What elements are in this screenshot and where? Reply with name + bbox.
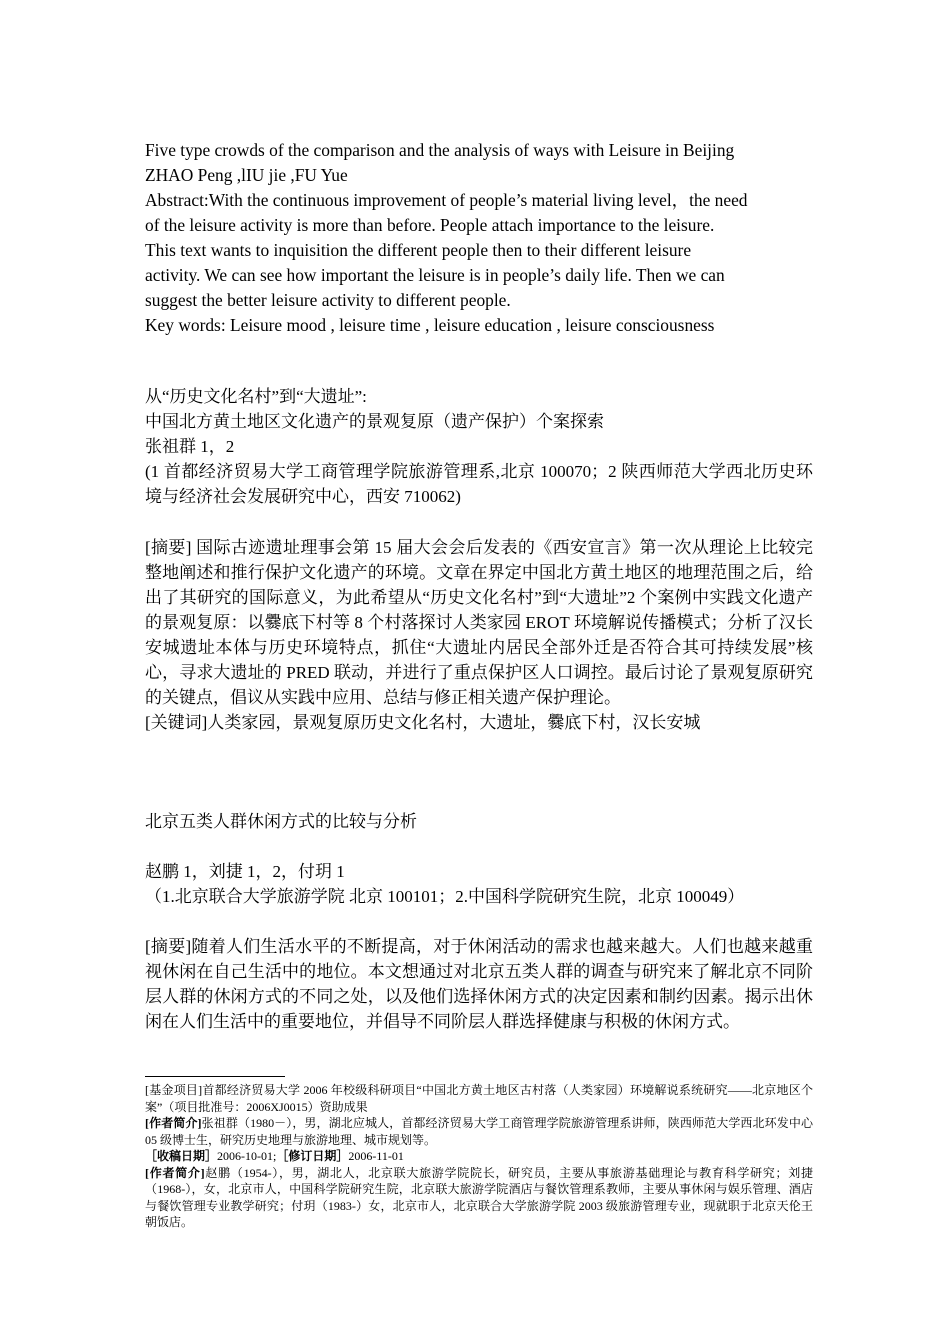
footnote-dates <box>145 1148 813 1165</box>
footnotes <box>145 1082 813 1231</box>
footnote-author1-label: [作者简介] <box>145 1116 202 1130</box>
article1-keywords: [关键词]人类家园，景观复原历史文化名村，大遗址，爨底下村，汉长安城 <box>145 713 701 732</box>
footnote-fund: [基金项目]首都经济贸易大学 2006 年校级科研项目“中国北方黄土地区古村落（人类家园）环境解说系统研究——北京地区个案”（项目批准号：2006XJ0015）资助成果 <box>145 1083 813 1114</box>
received-date-value: 2006-10-01; <box>217 1149 277 1163</box>
english-abstract-line: This text wants to inquisition the different people then to their different leisure <box>145 240 692 260</box>
english-abstract-line: of the leisure activity is more than before. People attach importance to the leisure. <box>145 215 715 235</box>
article2-body <box>145 934 813 1034</box>
english-abstract-line: Abstract:With the continuous improvement of people’s material living level，the need <box>145 190 748 210</box>
english-abstract-line: suggest the better leisure activity to different people. <box>145 290 511 310</box>
article1-title-line2: 中国北方黄土地区文化遗产的景观复原（遗产保护）个案探索 <box>145 412 604 431</box>
english-authors: ZHAO Peng ,lIU jie ,FU Yue <box>145 165 348 185</box>
footnote-author1-text: 张祖群（1980－），男，湖北应城人，首都经济贸易大学工商管理学院旅游管理系讲师，陕西师范大学西北环发中心 05 级博士生，研究历史地理与旅游地理、城市规划等。 <box>145 1116 813 1147</box>
english-abstract-line: activity. We can see how important the leisure is in people’s daily life. Then we can <box>145 265 725 285</box>
revised-date-value: 2006-11-01 <box>348 1149 404 1163</box>
article2-title-block <box>145 809 813 834</box>
article1-header <box>145 384 813 509</box>
revised-date-label: ［修订日期］ <box>276 1149 349 1163</box>
footnote-author2-text: 赵鹏（1954-），男，湖北人，北京联大旅游学院院长，研究员，主要从事旅游基础理论与教育科学研究；刘捷（1968-），女，北京市人，中国科学院研究生院，北京联大旅游学院酒店与餐饮管理系教师，主要从事休闲与娱乐管理、酒店与餐饮管理专业教学研究；付玥（1983-）女，北京市人，北京联合大学旅游学院 2003 级旅游管理专业，现就职于北京天伦王朝饭店。 <box>145 1165 813 1229</box>
footnote-author2 <box>145 1165 813 1231</box>
article2-affiliation: （1.北京联合大学旅游学院 北京 100101；2.中国科学院研究生院，北京 100049） <box>145 887 745 906</box>
article1-body <box>145 535 813 735</box>
article2-title: 北京五类人群休闲方式的比较与分析 <box>145 812 417 831</box>
footnote-separator <box>145 1076 285 1077</box>
article1-title-line1: 从“历史文化名村”到“大遗址”: <box>145 387 367 406</box>
article1-author: 张祖群 1，2 <box>145 437 235 456</box>
english-keywords: Key words: Leisure mood , leisure time , leisure education , leisure consciousness <box>145 315 715 335</box>
article1-affiliation: (1 首都经济贸易大学工商管理学院旅游管理系,北京 100070；2 陕西师范大学西北历史环境与经济社会发展研究中心，西安 710062) <box>145 462 813 506</box>
english-title: Five type crowds of the comparison and the analysis of ways with Leisure in Beijing <box>145 140 735 160</box>
article2-authors: 赵鹏 1，刘捷 1，2，付玥 1 <box>145 862 345 881</box>
english-abstract-section <box>145 138 813 338</box>
footnote-author2-label: [作者简介] <box>145 1165 205 1180</box>
article1-abstract: [摘要] 国际古迹遗址理事会第 15 届大会会后发表的《西安宣言》第一次从理论上比较完整地阐述和推行保护文化遗产的环境。文章在界定中国北方黄土地区的地理范围之后，给出了其研究的国际意义，为此希望从“历史文化名村”到“大遗址”2 个案例中实践文化遗产的景观复原：以爨底下村等 8 个村落探讨人类家园 EROT 环境解说传播模式；分析了汉长安城遗址本体与历史环境特点，抓住“大遗址内居民全部外迁是否符合其可持续发展”核心，寻求大遗址的 PRED 联动，并进行了重点保护区人口调控。最后讨论了景观复原研究的关键点，倡议从实践中应用、总结与修正相关遗产保护理论。 <box>145 538 813 707</box>
received-date-label: ［收稿日期］ <box>145 1149 218 1163</box>
footnote-author1 <box>145 1115 813 1148</box>
article2-abstract: [摘要]随着人们生活水平的不断提高，对于休闲活动的需求也越来越大。人们也越来越重视休闲在自己生活中的地位。本文想通过对北京五类人群的调查与研究来了解北京不同阶层人群的休闲方式的不同之处，以及他们选择休闲方式的决定因素和制约因素。揭示出休闲在人们生活中的重要地位，并倡导不同阶层人群选择健康与积极的休闲方式。 <box>145 937 813 1031</box>
article2-header <box>145 859 813 909</box>
